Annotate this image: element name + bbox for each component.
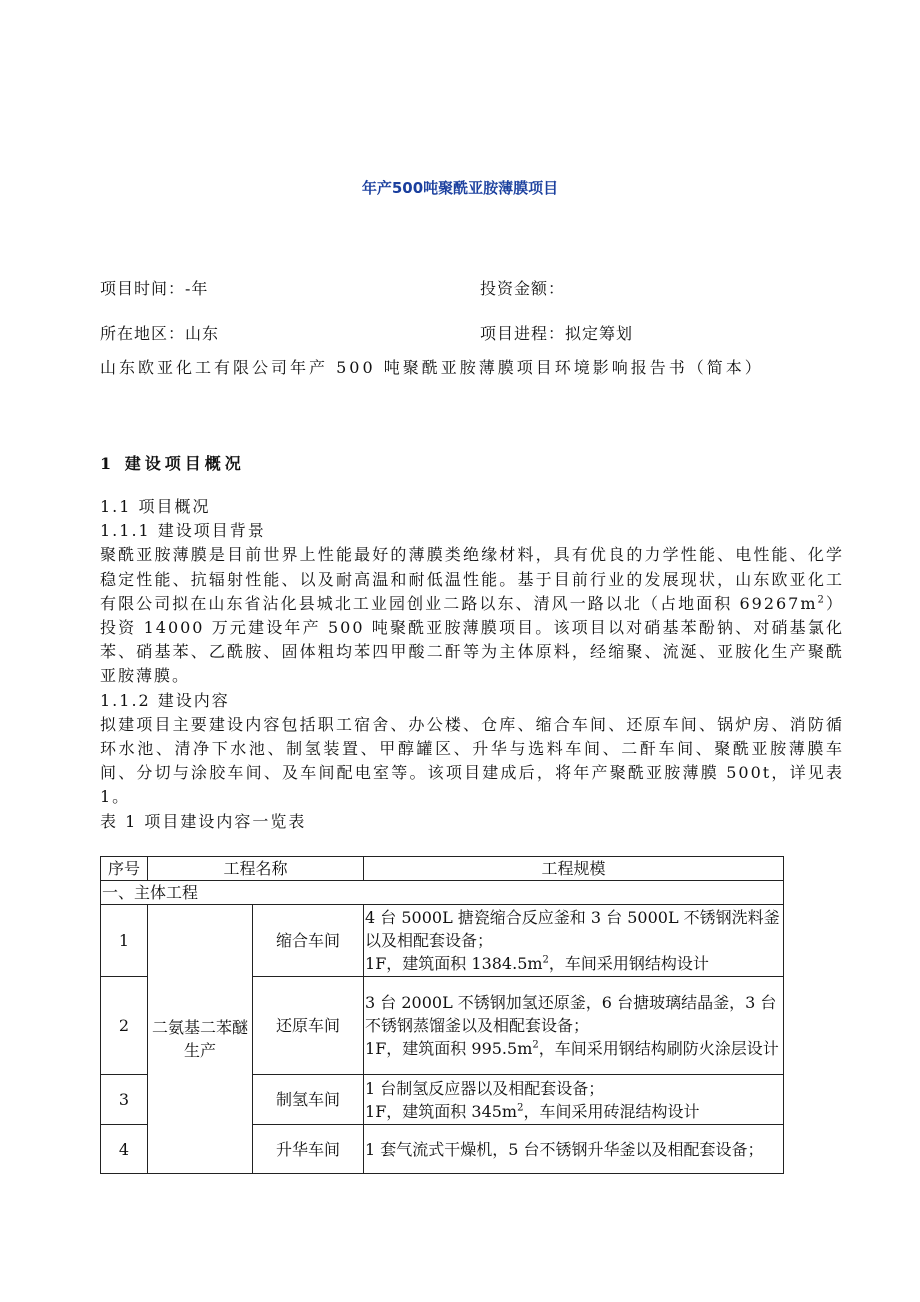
scope-text: 1F，建筑面积 345m: [365, 1101, 518, 1121]
superscript: 2: [817, 594, 826, 606]
workshop-name: 制氢车间: [253, 1075, 364, 1125]
table-group-row: [101, 881, 784, 905]
superscript: 2: [517, 1102, 524, 1114]
scope-text: ，车间采用砖混结构设计: [523, 1101, 700, 1121]
project-time: 项目时间：-年: [100, 279, 209, 298]
background-paragraph: [100, 543, 844, 688]
row-number: 2: [101, 977, 148, 1075]
scope-cell: [364, 1125, 784, 1174]
workshop-name: 缩合车间: [253, 905, 364, 977]
superscript: 2: [532, 1039, 539, 1051]
table-header-row: [101, 857, 784, 881]
scope-cell: [364, 977, 784, 1075]
workshop-name: 升华车间: [253, 1125, 364, 1174]
scope-line: [365, 952, 782, 975]
content-paragraph: 拟建项目主要建设内容包括职工宿舍、办公楼、仓库、缩合车间、还原车间、锅炉房、消防循环水池、清净下水池、制氢装置、甲醇罐区、升华与选料车间、二酐车间、聚酰亚胺薄膜车间、分切与涂胶车间、及车间配电室等。该项目建成后，将年产聚酰亚胺薄膜 500t，详见表 1。: [100, 714, 844, 807]
table-row: [101, 905, 784, 977]
subsubsection-heading: 1.1.1 建设项目背景: [100, 521, 266, 541]
scope-text: 1F，建筑面积 995.5m: [365, 1039, 533, 1058]
scope-line: 4 台 5000L 搪瓷缩合反应釜和 3 台 5000L 不锈钢洗料釜以及相配套设备；: [365, 908, 780, 950]
project-table: [100, 856, 784, 1174]
subsection-heading: 1.1 项目概况: [100, 497, 211, 516]
table-caption: 表 1 项目建设内容一览表: [100, 811, 307, 831]
row-number: 1: [101, 905, 148, 977]
scope-line: [365, 1100, 782, 1123]
scope-cell: [364, 905, 784, 977]
scope-text: 1F，建筑面积 1384.5m: [365, 954, 543, 973]
scope-line: 3 台 2000L 不锈钢加氢还原釜，6 台搪玻璃结晶釜，3 台不锈钢蒸馏釜以及相配套设备；: [365, 993, 777, 1035]
scope-text: ，车间采用钢结构刷防火涂层设计: [538, 1039, 779, 1058]
section-heading: 1 建设项目概况: [100, 454, 245, 473]
report-subtitle: 山东欧亚化工有限公司年产 500 吨聚酰亚胺薄膜项目环境影响报告书（简本）: [100, 358, 764, 377]
scope-line: [365, 1037, 782, 1060]
header-cell: 工程规模: [364, 857, 784, 881]
subsubsection-heading: 1.1.2 建设内容: [100, 690, 230, 710]
scope-cell: [364, 1075, 784, 1125]
investment-amount: 投资金额：: [480, 279, 566, 298]
sub-group-cell: 二氨基二苯醚生产: [148, 905, 253, 1174]
workshop-name: 还原车间: [253, 977, 364, 1075]
superscript: 2: [542, 954, 549, 966]
header-cell: 工程名称: [148, 857, 364, 881]
scope-line: 1 台制氢反应器以及相配套设备；: [365, 1078, 605, 1098]
background-text-a: 聚酰亚胺薄膜是目前世界上性能最好的薄膜类绝缘材料，具有优良的力学性能、电性能、化学稳定性能、抗辐射性能、以及耐高温和耐低温性能。基于目前行业的发展现状，山东欧亚化工有限公司拟在山东省沾化县城北工业园创业二路以东、清风一路以北（占地面积 69267m: [100, 545, 844, 613]
document-title: 年产500吨聚酰亚胺薄膜项目: [361, 179, 559, 197]
row-number: 4: [101, 1125, 148, 1174]
project-progress: 项目进程：拟定筹划: [480, 324, 634, 343]
group-cell: 一、主体工程: [101, 881, 784, 905]
row-number: 3: [101, 1075, 148, 1125]
header-cell: 序号: [101, 857, 148, 881]
background-text-b: ）投资 14000 万元建设年产 500 吨聚酰亚胺薄膜项目。该项目以对硝基苯酚钠、对硝基氯化苯、硝基苯、乙酰胺、固体粗均苯四甲酸二酐等为主体原料，经缩聚、流涎、亚胺化生产聚酰亚胺薄膜。: [100, 593, 844, 686]
scope-line: 1 套气流式干燥机，5 台不锈钢升华釜以及相配套设备；: [365, 1139, 764, 1159]
body-text: [100, 495, 844, 834]
scope-text: ，车间采用钢结构设计: [548, 954, 709, 973]
project-location: 所在地区：山东: [100, 324, 220, 343]
